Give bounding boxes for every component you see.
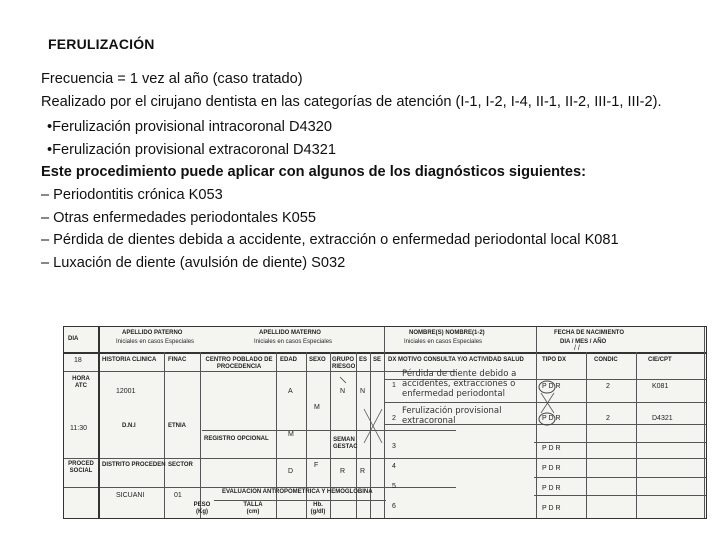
procedure-heading: Este procedimiento puede aplicar con algunos de los diagnósticos siguientes: bbox=[41, 164, 586, 181]
condicion-row-2: 2 bbox=[606, 415, 610, 422]
value-grupo-r2: R bbox=[360, 468, 366, 475]
value-grupo-n2: N bbox=[360, 388, 366, 395]
header-peso: PESO (Kg) bbox=[193, 502, 211, 515]
value-grupo-n1: N bbox=[340, 388, 346, 395]
header-iniciales-1: Iniciales en casos Especiales bbox=[116, 339, 195, 345]
diagnosis-2: ‒ Otras enfermedades periodontales K055 bbox=[41, 209, 317, 226]
diagnosis-4: ‒ Luxación de diente (avulsión de diente) S032 bbox=[41, 254, 346, 271]
header-edad: EDAD bbox=[280, 357, 298, 363]
body-text bbox=[41, 68, 673, 274]
value-edad-d: D bbox=[288, 468, 294, 475]
value-edad-m2: M bbox=[288, 431, 294, 438]
header-hb: Hb. (g/dl) bbox=[310, 502, 326, 515]
value-grupo-r1: R bbox=[340, 468, 346, 475]
frequency-line: Frecuencia = 1 vez al año (caso tratado) bbox=[41, 71, 303, 87]
his-form-image bbox=[63, 326, 707, 519]
value-distrito: SICUANI bbox=[116, 492, 145, 499]
header-financ: FINAC bbox=[168, 357, 187, 363]
cie-row-1: K081 bbox=[652, 383, 669, 390]
header-dia: DIA bbox=[68, 336, 79, 342]
header-nombres: NOMBRE(S) NOMBRE(1-2) bbox=[409, 330, 485, 336]
header-iniciales-3: Iniciales en casos Especiales bbox=[404, 339, 483, 345]
value-historia: 12001 bbox=[116, 388, 136, 395]
value-sector: 01 bbox=[174, 492, 182, 499]
header-tipo-dx: TIPO DX bbox=[542, 357, 567, 363]
header-dni: D.N.I bbox=[122, 423, 136, 429]
handwritten-marks bbox=[64, 327, 706, 518]
diagnosis-3: ‒ Pérdida de dientes debida a accidente, extracción o enfermedad periodontal local K081 bbox=[41, 232, 619, 249]
tipo-dx-row-5: P D R bbox=[542, 485, 561, 492]
header-registro-opcional: REGISTRO OPCIONAL bbox=[204, 436, 269, 442]
header-cie: CIE/CPT bbox=[648, 357, 672, 363]
header-hora: HORA ATC bbox=[72, 376, 90, 389]
header-grupo-riesgo: GRUPO RIESGO bbox=[332, 357, 356, 370]
header-apellido-materno: APELLIDO MATERNO bbox=[259, 330, 321, 336]
handwritten-dx-2: Ferulización provisional extracoronal bbox=[402, 406, 502, 426]
header-semana-gestac: SEMAN GESTAC bbox=[333, 437, 358, 450]
row-number-1: 1 bbox=[392, 382, 396, 389]
header-fecha-formato: DIA / MES / AÑO bbox=[560, 339, 607, 345]
row-number-4: 4 bbox=[392, 463, 396, 470]
header-talla: TALLA (cm) bbox=[243, 502, 263, 515]
row-number-3: 3 bbox=[392, 443, 396, 450]
handwritten-dx-1: Pérdida de diente debido a accidentes, extracciones o enfermedad periodontal bbox=[402, 369, 517, 399]
tipo-dx-row-1: P D R bbox=[542, 383, 561, 390]
header-historia-clinica: HISTORIA CLINICA bbox=[102, 357, 157, 363]
row-number-5: 5 bbox=[392, 483, 396, 490]
tipo-dx-row-6: P D R bbox=[542, 505, 561, 512]
header-sexo: SEXO bbox=[309, 357, 326, 363]
performed-by-line: Realizado por el cirujano dentista en las categorías de atención (I-1, I-2, I-4, II-1, II-2, III-1, III-2). bbox=[41, 93, 662, 110]
value-dia: 18 bbox=[74, 357, 82, 364]
header-fecha-nacimiento: FECHA DE NACIMIENTO bbox=[554, 330, 625, 336]
tipo-dx-row-3: P D R bbox=[542, 445, 561, 452]
header-evaluacion: EVALUACION ANTROPOMETRICA Y HEMOGLOBINA bbox=[222, 489, 373, 495]
value-hora: 11:30 bbox=[70, 425, 87, 432]
row-number-6: 6 bbox=[392, 503, 396, 510]
header-etnia: ETNIA bbox=[168, 423, 186, 429]
page-title: FERULIZACIÓN bbox=[48, 36, 155, 52]
tipo-dx-row-4: P D R bbox=[542, 465, 561, 472]
header-distrito: DISTRITO PROCEDEN bbox=[102, 462, 166, 468]
value-edad-a: A bbox=[288, 388, 293, 395]
cie-row-2: D4321 bbox=[652, 415, 673, 422]
tipo-dx-row-2: P D R bbox=[542, 415, 561, 422]
row-number-2: 2 bbox=[392, 415, 396, 422]
header-es: ES bbox=[359, 357, 368, 363]
condicion-row-1: 2 bbox=[606, 383, 610, 390]
header-apellido-paterno: APELLIDO PATERNO bbox=[122, 330, 183, 336]
bullet-intracoronal: •Ferulización provisional intracoronal D4320 bbox=[47, 119, 332, 136]
value-sexo-f: F bbox=[314, 462, 319, 469]
value-edad-m: M bbox=[314, 404, 320, 411]
header-iniciales-2: Iniciales en casos Especiales bbox=[254, 339, 333, 345]
header-se: SE bbox=[373, 357, 382, 363]
fecha-slashes: / / bbox=[574, 345, 580, 352]
header-sector: SECTOR bbox=[168, 462, 193, 468]
bullet-extracoronal: •Ferulización provisional extracoronal D4321 bbox=[47, 141, 337, 158]
header-diagnostico: DX MOTIVO CONSULTA Y/O ACTIVIDAD SALUD bbox=[388, 357, 524, 363]
header-condicion: CONDIC bbox=[594, 357, 618, 363]
header-centro-poblado: CENTRO POBLADO DE PROCEDENCIA bbox=[205, 357, 273, 370]
diagnosis-1: ‒ Periodontitis crónica K053 bbox=[41, 186, 223, 203]
header-proced-social: PROCED SOCIAL bbox=[68, 461, 94, 474]
